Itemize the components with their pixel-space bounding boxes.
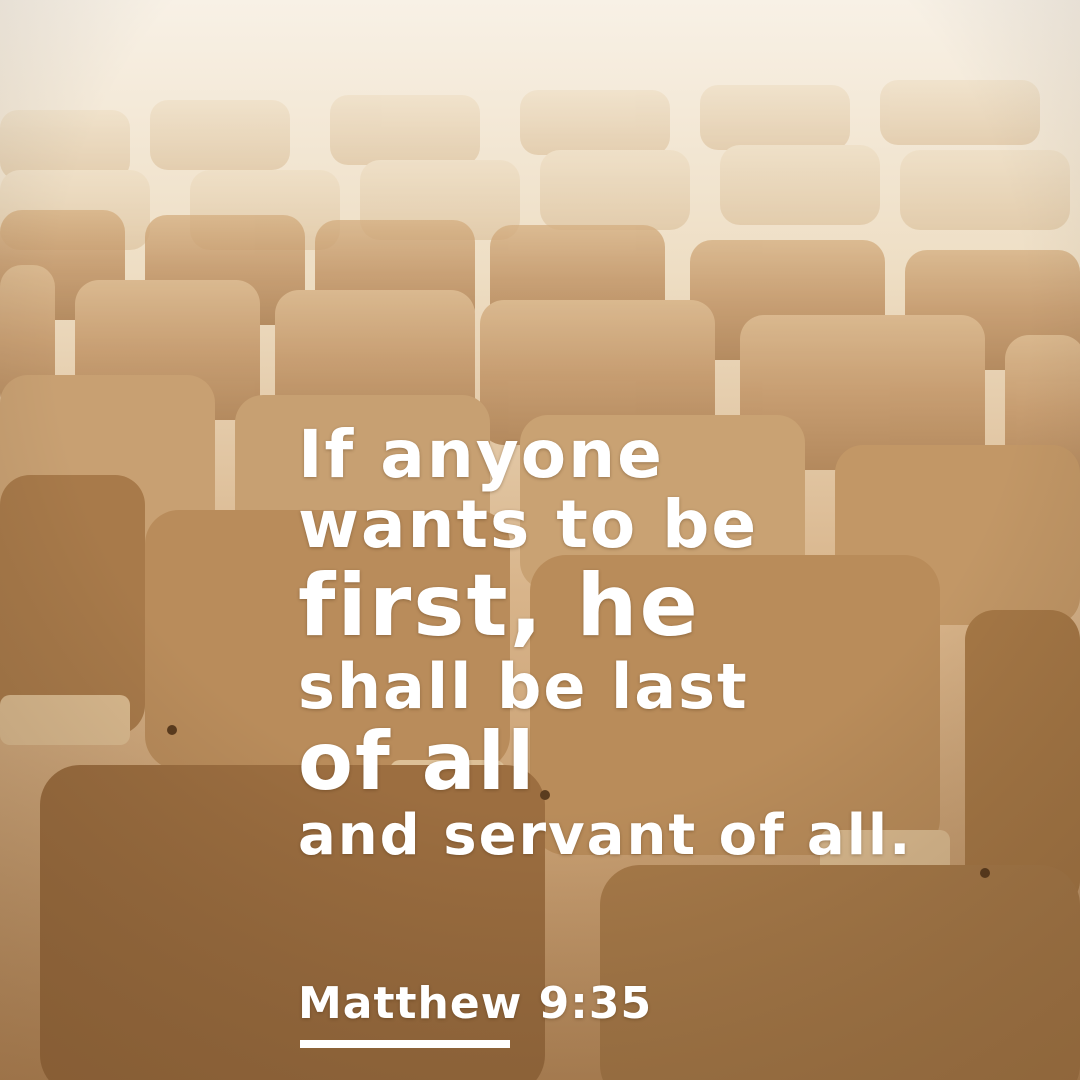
verse-line-1: If anyone — [298, 416, 664, 493]
verse-text — [298, 416, 1018, 870]
verse-line-2: wants to be — [298, 486, 759, 563]
verse-line-4: shall be last — [298, 650, 749, 723]
verse-line-6: and servant of all. — [298, 803, 913, 868]
verse-line-3: first, he — [298, 556, 700, 656]
verse-line-5: of all — [298, 715, 537, 808]
reference-underline — [300, 1040, 510, 1048]
scripture-reference: Matthew 9:35 — [298, 978, 653, 1029]
